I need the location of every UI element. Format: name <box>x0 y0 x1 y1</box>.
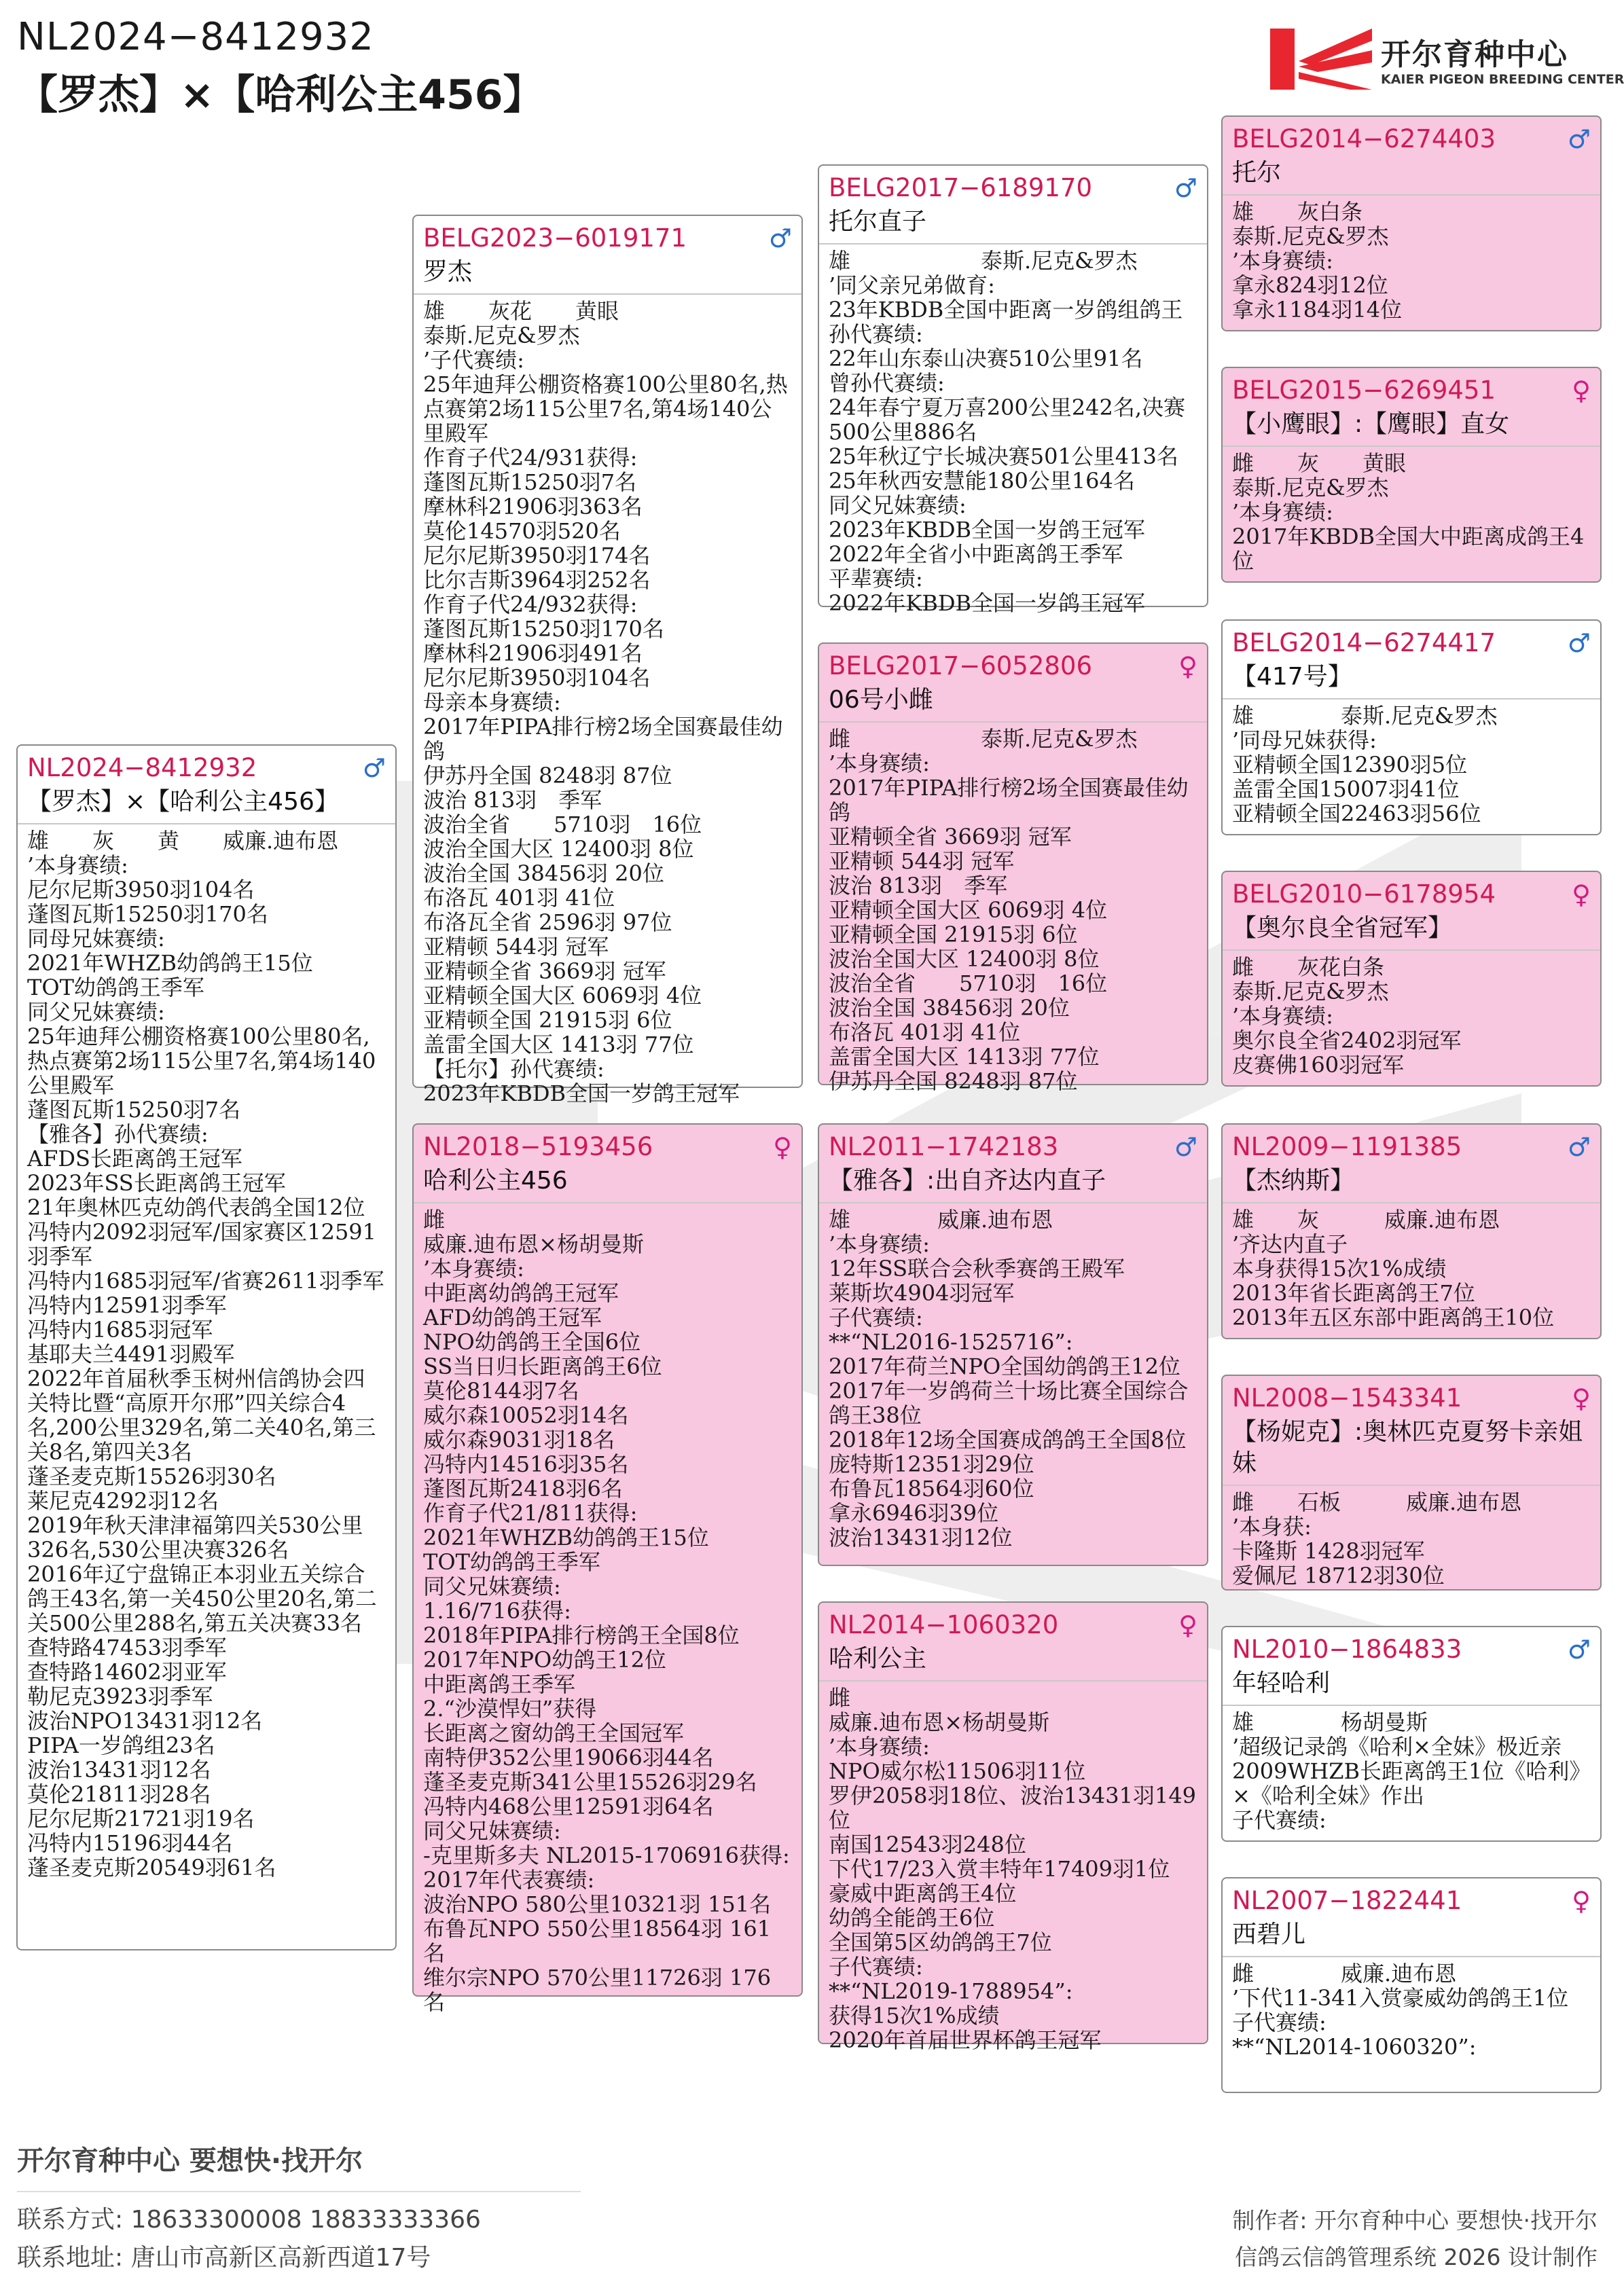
footer-maker: 制作者: 开尔育种中心 要想快·找开尔 <box>1232 2207 1598 2234</box>
male-icon: ♂ <box>362 753 386 783</box>
dd-sire-details: 雄 杨胡曼斯 ’超级记录鸽《哈利×全妹》极近亲2009WHZB长距离鸽王1位《哈利》×《哈利全妹》作出 子代赛绩: <box>1232 1709 1581 1833</box>
dd-sire-card[interactable] <box>1221 1626 1602 1842</box>
male-icon: ♂ <box>1174 173 1197 203</box>
female-icon: ♀ <box>1572 1383 1591 1413</box>
dam-dam-name: 哈利公主 <box>829 1645 927 1673</box>
female-icon: ♀ <box>1178 651 1197 681</box>
sire-sire-name: 托尔直子 <box>829 208 927 236</box>
logo-name: 开尔育种中心 <box>1381 37 1568 72</box>
female-icon: ♀ <box>1572 376 1591 405</box>
sire-dam-card[interactable] <box>818 642 1208 1094</box>
ss-sire-card[interactable] <box>1221 115 1602 331</box>
sire-card[interactable] <box>412 215 803 1106</box>
female-icon: ♀ <box>1178 1610 1197 1640</box>
sd-dam-name: 【奥尔良全省冠军】 <box>1232 914 1453 942</box>
sd-dam-ring: BELG2010−6178954 <box>1232 879 1496 909</box>
dd-dam-name: 西碧儿 <box>1232 1921 1306 1948</box>
ss-sire-details: 雄 灰白条 泰斯.尼克&罗杰 ’本身赛绩: 拿永824羽12位 拿永1184羽14位 <box>1232 199 1403 323</box>
ss-dam-details: 雌 灰 黄眼 泰斯.尼克&罗杰 ’本身赛绩: 2017年KBDB全国大中距离成鸽王4位 <box>1232 450 1585 574</box>
male-icon: ♂ <box>1567 628 1591 658</box>
sire-dam-ring: BELG2017−6052806 <box>829 651 1092 680</box>
male-icon: ♂ <box>1567 1635 1591 1665</box>
ds-dam-name: 【杨妮克】:奥林匹克夏努卡亲姐妹 <box>1232 1418 1583 1477</box>
brand-logo <box>1270 24 1624 95</box>
sd-sire-ring: BELG2014−6274417 <box>1232 628 1496 657</box>
dam-sire-ring: NL2011−1742183 <box>829 1132 1059 1161</box>
ds-sire-ring: NL2009−1191385 <box>1232 1132 1462 1161</box>
sire-sire-card[interactable] <box>818 164 1208 616</box>
dam-dam-card[interactable] <box>818 1601 1208 2053</box>
female-icon: ♀ <box>1572 1886 1591 1916</box>
pedigree-title: 【罗杰】×【哈利公主456】 <box>17 71 544 119</box>
subject-name: 【罗杰】×【哈利公主456】 <box>27 788 339 816</box>
sd-sire-name: 【417号】 <box>1232 663 1352 691</box>
sd-dam-card[interactable] <box>1221 871 1602 1087</box>
sire-name: 罗杰 <box>423 258 473 286</box>
dam-dam-details: 雌 威廉.迪布恩×杨胡曼斯 ’本身赛绩: NPO威尔松11506羽11位 罗伊2058羽18位、波治13431羽149位 南国12543羽248位 下代17/23入赏丰特年17409羽1位 豪威中距离鸽王4位 幼鸽全能鸽王6位 全国第5区幼鸽鸽王7位 子代赛绩: **“NL2019-1788954”: 获得15次1%成绩 2020年首届世界杯鸽王冠军 <box>829 1685 1197 2053</box>
sire-sire-details: 雄 泰斯.尼克&罗杰 ’同父亲兄弟做育: 23年KBDB全国中距离一岁鸽组鸽王孙代赛绩: 22年山东泰山决赛510公里91名 曾孙代赛绩: 24年春宁夏万喜200公里242名,决赛500公里886名 25年秋辽宁长城决赛501公里413名 25年秋西安慧能180公里164名 同父兄妹赛绩: 2023年KBDB全国一岁鸽王冠军 2022年全省小中距离鸽王季军 平辈赛绩: 2022年KBDB全国一岁鸽王冠军 <box>829 248 1186 616</box>
ss-dam-card[interactable] <box>1221 367 1602 583</box>
dd-dam-details: 雌 威廉.迪布恩 ’下代11-341入赏豪威幼鸽鸽王1位 子代赛绩: **“NL2014-1060320”: <box>1232 1961 1569 2060</box>
footer-system: 信鸽云信鸽管理系统 2026 设计制作 <box>1235 2244 1598 2270</box>
pedigree-ring-number: NL2024−8412932 <box>17 15 374 59</box>
subject-ring: NL2024−8412932 <box>27 753 257 782</box>
female-icon: ♀ <box>1572 879 1591 909</box>
ss-sire-ring: BELG2014−6274403 <box>1232 124 1496 153</box>
dam-name: 哈利公主456 <box>423 1167 568 1195</box>
ss-dam-name: 【小鹰眼】:【鹰眼】直女 <box>1232 410 1510 438</box>
subject-details: 雄 灰 黄 威廉.迪布恩 ’本身赛绩: 尼尔尼斯3950羽104名 蓬图瓦斯15250羽170名 同母兄妹赛绩: 2021年WHZB幼鸽鸽王15位 TOT幼鸽鸽王季军 同父兄妹赛绩: 25年迪拜公棚资格赛100公里80名,热点赛第2场115公里7名,第4场140公里殿军 蓬图瓦斯15250羽7名 【雅各】孙代赛绩: AFDS长距离鸽王冠军 2023年SS长距离鸽王冠军 21年奥林匹克幼鸽代表鸽全国12位 冯特内2092羽冠军/国家赛区12591羽季军 冯特内1685羽冠军/省赛2611羽季军 冯特内12591羽季军 冯特内1685羽冠军 基耶夫兰4491羽殿军 2022年首届秋季玉树州信鸽协会四关特比暨“高原开尔邢”四关综合4名,200公里329名,第二关40名,第三关8名,第四关3名 蓬圣麦克斯15526羽30名 莱尼克4292羽12名 2019年秋天津津福第四关530公里326名,530公里决赛326名 2016年辽宁盘锦正本羽业五关综合鸽王43名,第一关450公里20名,第二关500公里288名,第五关决赛33名 查特路47453羽季军 查特路14602羽亚军 勒尼克3923羽季军 波治NPO13431羽12名 PIPA一岁鸽组23名 波治13431羽12名 莫伦21811羽28名 尼尔尼斯21721羽19名 冯特内15196羽44名 蓬圣麦克斯20549羽61名 <box>27 828 384 1881</box>
female-icon: ♀ <box>773 1132 792 1162</box>
ss-dam-ring: BELG2015−6269451 <box>1232 376 1496 405</box>
ds-sire-card[interactable] <box>1221 1123 1602 1339</box>
logo-subtitle: KAIER PIGEON BREEDING CENTER <box>1381 72 1624 87</box>
sd-dam-details: 雌 灰花白条 泰斯.尼克&罗杰 ’本身赛绩: 奥尔良全省2402羽冠军 皮赛佛160羽冠军 <box>1232 954 1462 1078</box>
dam-details: 雌 威廉.迪布恩×杨胡曼斯 ’本身赛绩: 中距离幼鸽鸽王冠军 AFD幼鸽鸽王冠军 NPO幼鸽鸽王全国6位 SS当日归长距离鸽王6位 莫伦8144羽7名 威尔森10052羽14名 威尔森9031羽18名 冯特内14516羽35名 蓬图瓦斯2418羽6名 作育子代21/811获得: 2021年WHZB幼鸽鸽王15位 TOT幼鸽鸽王季军 同父兄妹赛绩: 1.16/716获得: 2018年PIPA排行榜鸽王全国8位 2017年NPO幼鸽王12位 中距离鸽王季军 2.“沙漠悍妇”获得 长距离之窗幼鸽王全国冠军 南特伊352公里19066羽44名 蓬圣麦克斯341公里15526羽29名 冯特内468公里12591羽64名 同父兄妹赛绩: -克里斯多夫 NL2015-1706916获得: 2017年代表赛绩: 波治NPO 580公里10321羽 151名 布鲁瓦NPO 550公里18564羽 161名 维尔宗NPO 570公里11726羽 176名 <box>423 1207 790 2015</box>
male-icon: ♂ <box>768 223 792 253</box>
dd-dam-ring: NL2007−1822441 <box>1232 1886 1462 1915</box>
dam-sire-card[interactable] <box>818 1123 1208 1566</box>
ss-sire-name: 托尔 <box>1232 159 1282 187</box>
sire-dam-details: 雌 泰斯.尼克&罗杰 ’本身赛绩: 2017年PIPA排行榜2场全国赛最佳幼鸽 亚精顿全省 3669羽 冠军 亚精顿 544羽 冠军 波治 813羽 季军 亚精顿全国大区 6069羽 4位 亚精顿全国 21915羽 6位 波治全国大区 12400羽 8位 波治全省 5710羽 16位 波治全国 38456羽 20位 布洛瓦 401羽 41位 盖雷全国大区 1413羽 77位 伊苏丹全国 8248羽 87位 <box>829 726 1189 1094</box>
dam-sire-details: 雄 威廉.迪布恩 ’本身赛绩: 12年SS联合会秋季赛鸽王殿军 莱斯坎4904羽冠军 子代赛绩: **“NL2016-1525716”: 2017年荷兰NPO全国幼鸽鸽王12位 2017年一岁鸽荷兰十场比赛全国综合鸽王38位 2018年12场全国赛成鸽鸽王全国8位 庞特斯12351羽29位 布鲁瓦18564羽60位 拿永6946羽39位 波治13431羽12位 <box>829 1207 1189 1550</box>
sire-sire-ring: BELG2017−6189170 <box>829 173 1092 202</box>
dd-sire-ring: NL2010−1864833 <box>1232 1635 1462 1664</box>
ds-dam-ring: NL2008−1543341 <box>1232 1383 1462 1413</box>
ds-sire-name: 【杰纳斯】 <box>1232 1167 1355 1195</box>
sire-dam-name: 06号小雌 <box>829 686 933 714</box>
ds-dam-card[interactable] <box>1221 1375 1602 1591</box>
male-icon: ♂ <box>1567 124 1591 154</box>
dd-dam-card[interactable] <box>1221 1877 1602 2093</box>
dam-ring: NL2018−5193456 <box>423 1132 653 1161</box>
ds-sire-details: 雄 灰 威廉.迪布恩 ’齐达内直子 本身获得15次1%成绩 2013年省长距离鸽王7位 2013年五区东部中距离鸽王10位 <box>1232 1207 1555 1330</box>
ds-dam-details: 雌 石板 威廉.迪布恩 ’本身获: 卡隆斯 1428羽冠军 爱佩尼 18712羽30位 <box>1232 1489 1522 1588</box>
subject-card[interactable] <box>16 744 397 1950</box>
kaier-logo-icon <box>1270 29 1372 90</box>
footer-divider <box>17 2191 581 2192</box>
footer-address: 联系地址: 唐山市高新区高新西道17号 <box>17 2244 431 2272</box>
male-icon: ♂ <box>1567 1132 1591 1162</box>
sd-sire-details: 雄 泰斯.尼克&罗杰 ’同母兄妹获得: 亚精顿全国12390羽5位 盖雷全国15007羽41位 亚精顿全国22463羽56位 <box>1232 703 1498 827</box>
sire-ring: BELG2023−6019171 <box>423 223 687 253</box>
dam-card[interactable] <box>412 1123 803 2015</box>
male-icon: ♂ <box>1174 1132 1197 1162</box>
dam-dam-ring: NL2014−1060320 <box>829 1610 1059 1639</box>
dam-sire-name: 【雅各】:出自齐达内直子 <box>829 1167 1106 1195</box>
footer-contact: 联系方式: 18633300008 18833333366 <box>17 2206 481 2234</box>
sire-details: 雄 灰花 黄眼 泰斯.尼克&罗杰 ’子代赛绩: 25年迪拜公棚资格赛100公里80名,热点赛第2场115公里7名,第4场140公里殿军 作育子代24/931获得: 蓬图瓦斯15250羽7名 摩林科21906羽363名 莫伦14570羽520名 尼尔尼斯3950羽174名 比尔吉斯3964羽252名 作育子代24/932获得: 蓬图瓦斯15250羽170名 摩林科21906羽491名 尼尔尼斯3950羽104名 母亲本身赛绩: 2017年PIPA排行榜2场全国赛最佳幼鸽 伊苏丹全国 8248羽 87位 波治 813羽 季军 波治全省 5710羽 16位 波治全国大区 12400羽 8位 波治全国 38456羽 20位 布洛瓦 401羽 41位 布洛瓦全省 2596羽 97位 亚精顿 544羽 冠军 亚精顿全省 3669羽 冠军 亚精顿全国大区 6069羽 4位 亚精顿全国 21915羽 6位 盖雷全国大区 1413羽 77位 【托尔】孙代赛绩: 2023年KBDB全国一岁鸽王冠军 <box>423 298 788 1106</box>
sd-sire-card[interactable] <box>1221 619 1602 835</box>
footer-brand: 开尔育种中心 要想快·找开尔 <box>17 2145 363 2177</box>
dd-sire-name: 年轻哈利 <box>1232 1669 1331 1697</box>
